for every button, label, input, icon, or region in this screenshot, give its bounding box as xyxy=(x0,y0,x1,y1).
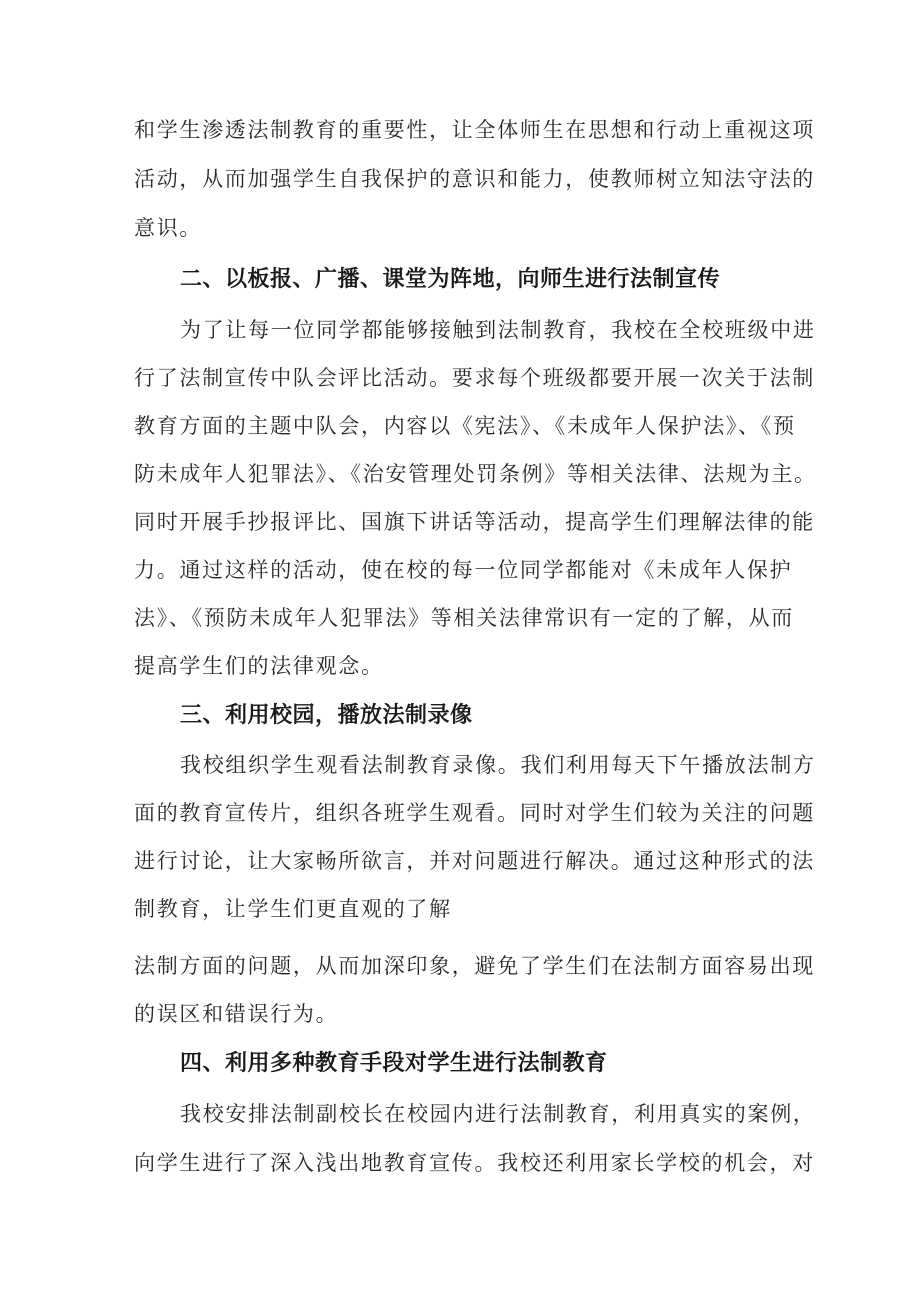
paragraph-line: 行了法制宣传中队会评比活动。要求每个班级都要开展一次关于法制 xyxy=(134,366,815,390)
section-heading: 四、利用多种教育手段对学生进行法制教育 xyxy=(180,1051,608,1076)
paragraph-line: 同时开展手抄报评比、国旗下讲话等活动，提高学生们理解法律的能 xyxy=(134,510,815,534)
paragraph-line: 进行讨论，让大家畅所欲言，并对问题进行解决。通过这种形式的法 xyxy=(134,849,815,873)
paragraph-line: 向学生进行了深入浅出地教育宣传。我校还利用家长学校的机会，对 xyxy=(134,1151,815,1175)
paragraph-line: 法制方面的问题，从而加深印象，避免了学生们在法制方面容易出现 xyxy=(134,954,815,978)
paragraph-line: 的误区和错误行为。 xyxy=(134,1002,339,1026)
paragraph-line: 提高学生们的法律观念。 xyxy=(134,654,384,678)
paragraph-line: 面的教育宣传片，组织各班学生观看。同时对学生们较为关注的问题 xyxy=(134,801,815,825)
paragraph-line: 制教育，让学生们更直观的了解 xyxy=(134,897,452,921)
paragraph-line: 力。通过这样的活动，使在校的每一位同学都能对《未成年人保护 xyxy=(134,558,793,582)
paragraph-line: 为了让每一位同学都能够接触到法制教育，我校在全校班级中进 xyxy=(180,318,816,342)
paragraph-line: 和学生渗透法制教育的重要性，让全体师生在思想和行动上重视这项 xyxy=(134,118,815,142)
section-heading: 三、利用校园，播放法制录像 xyxy=(180,703,473,728)
paragraph-line: 活动，从而加强学生自我保护的意识和能力，使教师树立知法守法的 xyxy=(134,167,815,191)
paragraph-line: 意识。 xyxy=(134,216,203,240)
paragraph-line: 我校组织学生观看法制教育录像。我们利用每天下午播放法制方 xyxy=(180,753,816,777)
paragraph-line: 防未成年人犯罪法》、《治安管理处罚条例》等相关法律、法规为主。 xyxy=(134,462,817,486)
paragraph-line: 法》、《预防未成年人犯罪法》等相关法律常识有一定的了解，从而 xyxy=(134,606,794,630)
paragraph-line: 教育方面的主题中队会，内容以《宪法》、《未成年人保护法》、《预 xyxy=(134,414,796,438)
paragraph-line: 我校安排法制副校长在校园内进行法制教育，利用真实的案例， xyxy=(180,1102,816,1126)
section-heading: 二、以板报、广播、课堂为阵地，向师生进行法制宣传 xyxy=(180,267,721,292)
